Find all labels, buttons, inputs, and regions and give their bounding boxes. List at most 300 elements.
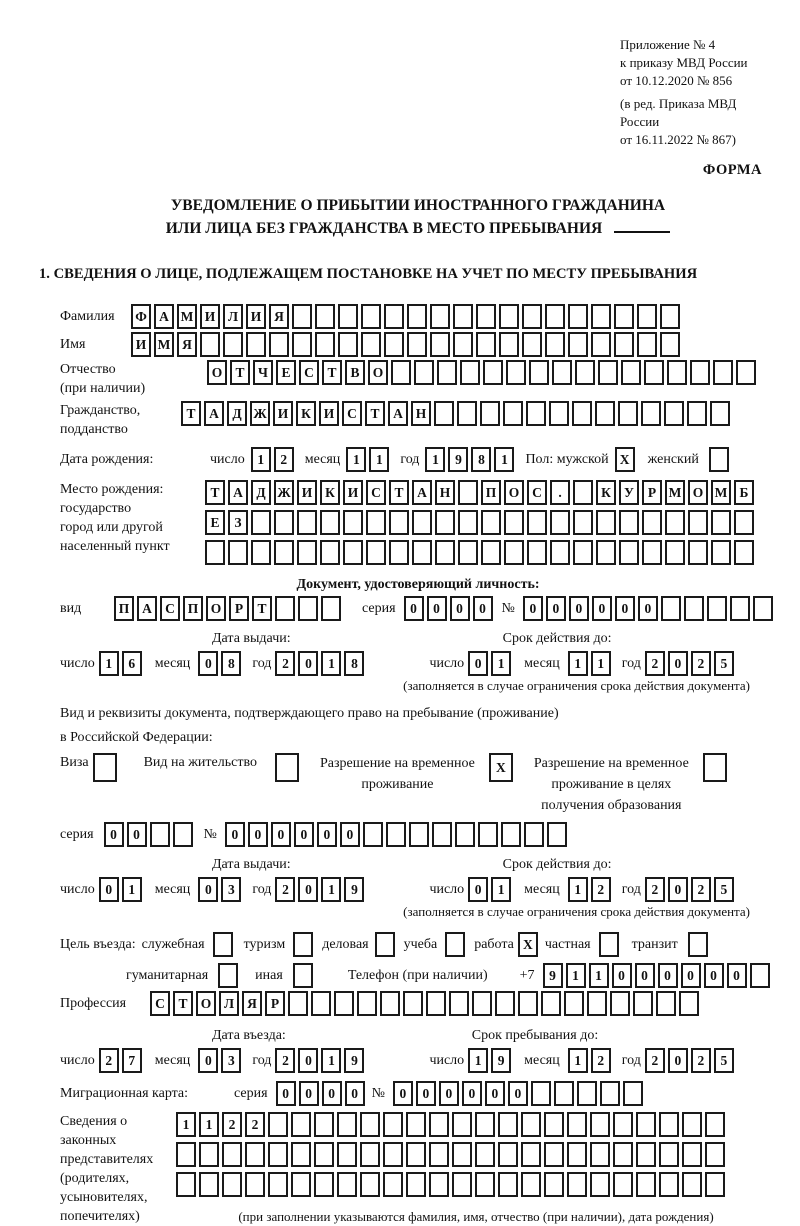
char-cell[interactable]: [711, 540, 731, 565]
char-cell[interactable]: [472, 991, 492, 1016]
char-cell[interactable]: [637, 304, 657, 329]
char-cell[interactable]: [577, 1081, 597, 1106]
char-cell[interactable]: 0: [416, 1081, 436, 1106]
char-cell[interactable]: П: [114, 596, 134, 621]
checkbox-business[interactable]: [375, 932, 398, 957]
char-cell[interactable]: 9: [344, 1048, 364, 1073]
char-cell[interactable]: [554, 1081, 574, 1106]
char-cell[interactable]: С: [299, 360, 319, 385]
entry-day-boxes[interactable]: [99, 1048, 145, 1073]
char-cell[interactable]: [595, 401, 615, 426]
char-cell[interactable]: [661, 596, 681, 621]
entry-year-boxes[interactable]: [275, 1048, 367, 1073]
char-cell[interactable]: 0: [317, 822, 337, 847]
char-cell[interactable]: К: [296, 401, 316, 426]
char-cell[interactable]: 1: [321, 1048, 341, 1073]
char-cell[interactable]: М: [711, 480, 731, 505]
char-cell[interactable]: И: [297, 480, 317, 505]
char-cell[interactable]: Н: [435, 480, 455, 505]
char-cell[interactable]: 0: [485, 1081, 505, 1106]
char-cell[interactable]: [614, 332, 634, 357]
char-cell[interactable]: [338, 332, 358, 357]
char-cell[interactable]: [618, 401, 638, 426]
char-cell[interactable]: 9: [448, 447, 468, 472]
char-cell[interactable]: [659, 1112, 679, 1137]
char-cell[interactable]: 1: [566, 963, 586, 988]
char-cell[interactable]: [498, 1172, 518, 1197]
char-cell[interactable]: А: [154, 304, 174, 329]
char-cell[interactable]: 1: [321, 651, 341, 676]
char-cell[interactable]: 0: [299, 1081, 319, 1106]
char-cell[interactable]: 0: [704, 963, 724, 988]
char-cell[interactable]: 1: [425, 447, 445, 472]
char-cell[interactable]: [223, 332, 243, 357]
char-cell[interactable]: А: [137, 596, 157, 621]
char-cell[interactable]: [750, 963, 770, 988]
char-cell[interactable]: [176, 1172, 196, 1197]
char-cell[interactable]: 2: [645, 651, 665, 676]
char-cell[interactable]: [292, 304, 312, 329]
char-cell[interactable]: [541, 991, 561, 1016]
char-cell[interactable]: [550, 540, 570, 565]
char-cell[interactable]: 0: [298, 877, 318, 902]
char-cell[interactable]: [567, 1142, 587, 1167]
char-cell[interactable]: [684, 596, 704, 621]
char-cell[interactable]: 2: [275, 651, 295, 676]
char-cell[interactable]: [590, 1112, 610, 1137]
char-cell[interactable]: [268, 1112, 288, 1137]
char-cell[interactable]: И: [200, 304, 220, 329]
char-cell[interactable]: [337, 1142, 357, 1167]
representatives-boxes-row-1[interactable]: [176, 1112, 728, 1137]
char-cell[interactable]: 1: [589, 963, 609, 988]
doc-series-boxes[interactable]: [404, 596, 496, 621]
char-cell[interactable]: П: [183, 596, 203, 621]
issue-month-boxes[interactable]: [198, 651, 244, 676]
given-name-boxes[interactable]: [131, 332, 683, 357]
residence-number-boxes[interactable]: [225, 822, 570, 847]
char-cell[interactable]: [475, 1112, 495, 1137]
char-cell[interactable]: 0: [276, 1081, 296, 1106]
checkbox-transit[interactable]: [688, 932, 711, 957]
char-cell[interactable]: 0: [104, 822, 124, 847]
char-cell[interactable]: [599, 932, 619, 957]
char-cell[interactable]: [176, 1142, 196, 1167]
char-cell[interactable]: И: [131, 332, 151, 357]
checkbox-residence-permit[interactable]: [275, 753, 302, 782]
checkbox-male[interactable]: [615, 447, 638, 472]
char-cell[interactable]: [659, 1142, 679, 1167]
char-cell[interactable]: [445, 932, 465, 957]
char-cell[interactable]: [518, 991, 538, 1016]
char-cell[interactable]: [547, 822, 567, 847]
char-cell[interactable]: [478, 822, 498, 847]
char-cell[interactable]: 2: [274, 447, 294, 472]
char-cell[interactable]: Р: [642, 480, 662, 505]
char-cell[interactable]: 2: [222, 1112, 242, 1137]
char-cell[interactable]: [452, 1142, 472, 1167]
char-cell[interactable]: [636, 1142, 656, 1167]
char-cell[interactable]: [268, 1142, 288, 1167]
char-cell[interactable]: [710, 401, 730, 426]
residence-issue-day-boxes[interactable]: [99, 877, 145, 902]
checkbox-private[interactable]: [599, 932, 622, 957]
char-cell[interactable]: 0: [271, 822, 291, 847]
char-cell[interactable]: [406, 1172, 426, 1197]
char-cell[interactable]: [544, 1172, 564, 1197]
char-cell[interactable]: [568, 304, 588, 329]
char-cell[interactable]: 7: [122, 1048, 142, 1073]
char-cell[interactable]: С: [342, 401, 362, 426]
char-cell[interactable]: [637, 332, 657, 357]
char-cell[interactable]: 0: [615, 596, 635, 621]
char-cell[interactable]: 0: [592, 596, 612, 621]
char-cell[interactable]: [360, 1142, 380, 1167]
char-cell[interactable]: С: [527, 480, 547, 505]
char-cell[interactable]: [641, 401, 661, 426]
char-cell[interactable]: 1: [199, 1112, 219, 1137]
char-cell[interactable]: [711, 510, 731, 535]
char-cell[interactable]: [613, 1112, 633, 1137]
char-cell[interactable]: 1: [176, 1112, 196, 1137]
char-cell[interactable]: [458, 540, 478, 565]
char-cell[interactable]: 0: [462, 1081, 482, 1106]
char-cell[interactable]: [274, 540, 294, 565]
char-cell[interactable]: [596, 540, 616, 565]
char-cell[interactable]: X: [518, 932, 538, 957]
char-cell[interactable]: 0: [340, 822, 360, 847]
char-cell[interactable]: И: [343, 480, 363, 505]
char-cell[interactable]: [613, 1142, 633, 1167]
char-cell[interactable]: К: [320, 480, 340, 505]
char-cell[interactable]: [269, 332, 289, 357]
char-cell[interactable]: 0: [668, 1048, 688, 1073]
char-cell[interactable]: .: [550, 480, 570, 505]
char-cell[interactable]: 2: [275, 1048, 295, 1073]
char-cell[interactable]: [703, 753, 727, 782]
checkbox-visa[interactable]: [93, 753, 120, 782]
char-cell[interactable]: [506, 360, 526, 385]
birth-place-boxes-row-1[interactable]: [205, 480, 757, 505]
birth-day-boxes[interactable]: [251, 447, 297, 472]
checkbox-edu-permit[interactable]: [703, 753, 730, 782]
char-cell[interactable]: [567, 1172, 587, 1197]
char-cell[interactable]: З: [228, 510, 248, 535]
char-cell[interactable]: [245, 1172, 265, 1197]
char-cell[interactable]: Е: [205, 510, 225, 535]
char-cell[interactable]: Ж: [274, 480, 294, 505]
char-cell[interactable]: 5: [714, 877, 734, 902]
char-cell[interactable]: [521, 1112, 541, 1137]
char-cell[interactable]: [688, 932, 708, 957]
char-cell[interactable]: [690, 360, 710, 385]
char-cell[interactable]: [619, 510, 639, 535]
checkbox-work[interactable]: [518, 932, 541, 957]
char-cell[interactable]: 0: [468, 877, 488, 902]
birth-month-boxes[interactable]: [346, 447, 392, 472]
char-cell[interactable]: [361, 304, 381, 329]
char-cell[interactable]: 0: [668, 651, 688, 676]
checkbox-humanitarian[interactable]: [218, 963, 241, 988]
char-cell[interactable]: [503, 401, 523, 426]
char-cell[interactable]: [173, 822, 193, 847]
char-cell[interactable]: [636, 1112, 656, 1137]
char-cell[interactable]: [667, 360, 687, 385]
char-cell[interactable]: [475, 1172, 495, 1197]
char-cell[interactable]: [320, 540, 340, 565]
char-cell[interactable]: Я: [242, 991, 262, 1016]
char-cell[interactable]: [251, 540, 271, 565]
char-cell[interactable]: [614, 304, 634, 329]
char-cell[interactable]: 9: [344, 877, 364, 902]
char-cell[interactable]: [545, 332, 565, 357]
char-cell[interactable]: В: [345, 360, 365, 385]
char-cell[interactable]: [455, 822, 475, 847]
char-cell[interactable]: [453, 332, 473, 357]
char-cell[interactable]: [315, 332, 335, 357]
valid-day-boxes[interactable]: [468, 651, 514, 676]
char-cell[interactable]: [573, 540, 593, 565]
char-cell[interactable]: [292, 332, 312, 357]
char-cell[interactable]: И: [246, 304, 266, 329]
char-cell[interactable]: [150, 822, 170, 847]
char-cell[interactable]: [430, 304, 450, 329]
char-cell[interactable]: [407, 332, 427, 357]
char-cell[interactable]: [575, 360, 595, 385]
char-cell[interactable]: Т: [181, 401, 201, 426]
char-cell[interactable]: 5: [714, 651, 734, 676]
char-cell[interactable]: [245, 1142, 265, 1167]
phone-boxes[interactable]: [543, 963, 773, 988]
char-cell[interactable]: [521, 1172, 541, 1197]
char-cell[interactable]: [682, 1112, 702, 1137]
residence-issue-month-boxes[interactable]: [198, 877, 244, 902]
char-cell[interactable]: 0: [393, 1081, 413, 1106]
char-cell[interactable]: [384, 332, 404, 357]
char-cell[interactable]: [334, 991, 354, 1016]
checkbox-temp-permit[interactable]: [489, 753, 516, 782]
char-cell[interactable]: А: [412, 480, 432, 505]
char-cell[interactable]: О: [688, 480, 708, 505]
checkbox-study[interactable]: [445, 932, 468, 957]
char-cell[interactable]: [591, 304, 611, 329]
char-cell[interactable]: 0: [198, 877, 218, 902]
char-cell[interactable]: 8: [344, 651, 364, 676]
issue-day-boxes[interactable]: [99, 651, 145, 676]
char-cell[interactable]: Л: [223, 304, 243, 329]
char-cell[interactable]: 0: [468, 651, 488, 676]
char-cell[interactable]: [707, 596, 727, 621]
char-cell[interactable]: 1: [321, 877, 341, 902]
char-cell[interactable]: 1: [369, 447, 389, 472]
char-cell[interactable]: [407, 304, 427, 329]
char-cell[interactable]: С: [160, 596, 180, 621]
char-cell[interactable]: [363, 822, 383, 847]
char-cell[interactable]: [665, 510, 685, 535]
char-cell[interactable]: Р: [265, 991, 285, 1016]
char-cell[interactable]: 1: [568, 877, 588, 902]
char-cell[interactable]: [660, 332, 680, 357]
char-cell[interactable]: [682, 1172, 702, 1197]
char-cell[interactable]: [545, 304, 565, 329]
char-cell[interactable]: [483, 360, 503, 385]
char-cell[interactable]: [452, 1172, 472, 1197]
char-cell[interactable]: [550, 510, 570, 535]
residence-valid-day-boxes[interactable]: [468, 877, 514, 902]
char-cell[interactable]: [437, 360, 457, 385]
char-cell[interactable]: М: [154, 332, 174, 357]
char-cell[interactable]: [458, 510, 478, 535]
char-cell[interactable]: [753, 596, 773, 621]
char-cell[interactable]: [709, 447, 729, 472]
char-cell[interactable]: [642, 510, 662, 535]
char-cell[interactable]: Н: [411, 401, 431, 426]
patronymic-boxes[interactable]: [207, 360, 759, 385]
representatives-boxes-row-3[interactable]: [176, 1172, 728, 1197]
char-cell[interactable]: [251, 510, 271, 535]
char-cell[interactable]: [246, 332, 266, 357]
char-cell[interactable]: 0: [668, 877, 688, 902]
char-cell[interactable]: [504, 510, 524, 535]
char-cell[interactable]: 0: [546, 596, 566, 621]
char-cell[interactable]: 0: [225, 822, 245, 847]
char-cell[interactable]: [531, 1081, 551, 1106]
char-cell[interactable]: [590, 1142, 610, 1167]
migration-series-boxes[interactable]: [276, 1081, 368, 1106]
char-cell[interactable]: М: [665, 480, 685, 505]
char-cell[interactable]: 0: [658, 963, 678, 988]
char-cell[interactable]: [623, 1081, 643, 1106]
char-cell[interactable]: [600, 1081, 620, 1106]
char-cell[interactable]: 0: [198, 651, 218, 676]
char-cell[interactable]: 9: [491, 1048, 511, 1073]
char-cell[interactable]: 2: [275, 877, 295, 902]
char-cell[interactable]: [665, 540, 685, 565]
char-cell[interactable]: [688, 510, 708, 535]
char-cell[interactable]: [409, 822, 429, 847]
char-cell[interactable]: 9: [543, 963, 563, 988]
residence-valid-month-boxes[interactable]: [568, 877, 614, 902]
char-cell[interactable]: [642, 540, 662, 565]
doc-kind-boxes[interactable]: [114, 596, 344, 621]
char-cell[interactable]: [429, 1112, 449, 1137]
char-cell[interactable]: X: [615, 447, 635, 472]
char-cell[interactable]: 1: [591, 651, 611, 676]
char-cell[interactable]: Ж: [250, 401, 270, 426]
char-cell[interactable]: 1: [491, 877, 511, 902]
char-cell[interactable]: [564, 991, 584, 1016]
char-cell[interactable]: [314, 1112, 334, 1137]
char-cell[interactable]: И: [273, 401, 293, 426]
char-cell[interactable]: Б: [734, 480, 754, 505]
char-cell[interactable]: [598, 360, 618, 385]
char-cell[interactable]: 1: [568, 1048, 588, 1073]
char-cell[interactable]: [460, 360, 480, 385]
char-cell[interactable]: И: [319, 401, 339, 426]
char-cell[interactable]: 2: [591, 877, 611, 902]
char-cell[interactable]: [412, 510, 432, 535]
char-cell[interactable]: [288, 991, 308, 1016]
char-cell[interactable]: [268, 1172, 288, 1197]
stay-day-boxes[interactable]: [468, 1048, 514, 1073]
char-cell[interactable]: [432, 822, 452, 847]
char-cell[interactable]: [705, 1172, 725, 1197]
char-cell[interactable]: [705, 1112, 725, 1137]
char-cell[interactable]: [375, 932, 395, 957]
char-cell[interactable]: [383, 1142, 403, 1167]
char-cell[interactable]: Т: [205, 480, 225, 505]
char-cell[interactable]: К: [596, 480, 616, 505]
char-cell[interactable]: 0: [298, 1048, 318, 1073]
char-cell[interactable]: 0: [473, 596, 493, 621]
stay-month-boxes[interactable]: [568, 1048, 614, 1073]
char-cell[interactable]: Е: [276, 360, 296, 385]
char-cell[interactable]: [275, 753, 299, 782]
stay-year-boxes[interactable]: [645, 1048, 737, 1073]
char-cell[interactable]: [291, 1112, 311, 1137]
char-cell[interactable]: 1: [568, 651, 588, 676]
char-cell[interactable]: О: [368, 360, 388, 385]
char-cell[interactable]: [688, 540, 708, 565]
char-cell[interactable]: [320, 510, 340, 535]
char-cell[interactable]: [293, 963, 313, 988]
char-cell[interactable]: 1: [468, 1048, 488, 1073]
char-cell[interactable]: [222, 1172, 242, 1197]
char-cell[interactable]: 0: [298, 651, 318, 676]
char-cell[interactable]: [205, 540, 225, 565]
char-cell[interactable]: [573, 510, 593, 535]
char-cell[interactable]: [391, 360, 411, 385]
char-cell[interactable]: [357, 991, 377, 1016]
char-cell[interactable]: [314, 1172, 334, 1197]
citizenship-boxes[interactable]: [181, 401, 733, 426]
char-cell[interactable]: 1: [122, 877, 142, 902]
char-cell[interactable]: [504, 540, 524, 565]
char-cell[interactable]: 3: [221, 1048, 241, 1073]
char-cell[interactable]: А: [228, 480, 248, 505]
birth-place-boxes-row-2[interactable]: [205, 510, 757, 535]
char-cell[interactable]: [476, 304, 496, 329]
char-cell[interactable]: Т: [230, 360, 250, 385]
char-cell[interactable]: [383, 1172, 403, 1197]
char-cell[interactable]: [529, 360, 549, 385]
char-cell[interactable]: [495, 991, 515, 1016]
char-cell[interactable]: [199, 1172, 219, 1197]
char-cell[interactable]: 0: [99, 877, 119, 902]
char-cell[interactable]: 8: [221, 651, 241, 676]
char-cell[interactable]: [621, 360, 641, 385]
residence-issue-year-boxes[interactable]: [275, 877, 367, 902]
char-cell[interactable]: Т: [365, 401, 385, 426]
char-cell[interactable]: А: [204, 401, 224, 426]
char-cell[interactable]: [338, 304, 358, 329]
char-cell[interactable]: 0: [294, 822, 314, 847]
char-cell[interactable]: [596, 510, 616, 535]
char-cell[interactable]: [610, 991, 630, 1016]
char-cell[interactable]: [275, 596, 295, 621]
char-cell[interactable]: [526, 401, 546, 426]
char-cell[interactable]: 0: [638, 596, 658, 621]
char-cell[interactable]: [458, 480, 478, 505]
char-cell[interactable]: 0: [322, 1081, 342, 1106]
char-cell[interactable]: [218, 963, 238, 988]
char-cell[interactable]: [293, 932, 313, 957]
char-cell[interactable]: [291, 1172, 311, 1197]
char-cell[interactable]: [406, 1112, 426, 1137]
char-cell[interactable]: [412, 540, 432, 565]
char-cell[interactable]: [521, 1142, 541, 1167]
char-cell[interactable]: [498, 1142, 518, 1167]
